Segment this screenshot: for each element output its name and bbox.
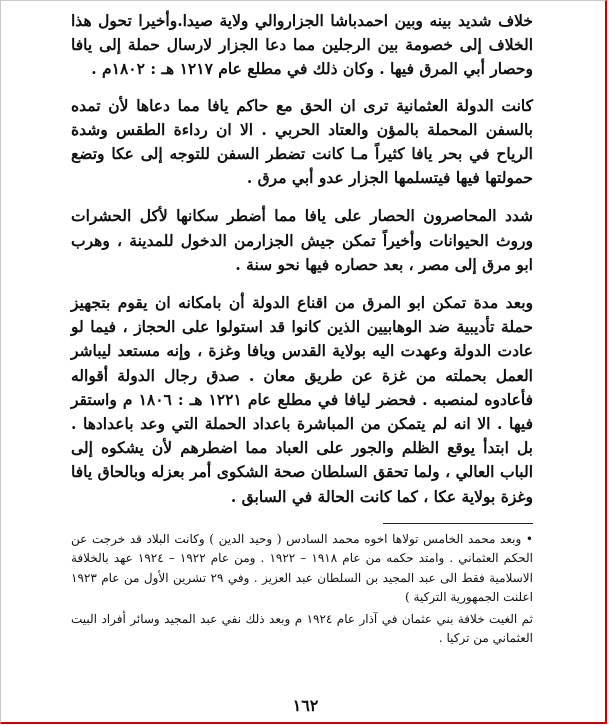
footnote-separator	[383, 523, 533, 524]
paragraph-3: شدد المحاصرون الحصار على يافا مما أضطر سكانها لأكل الحشرات وروث الحيوانات وأخيراً تمكن جيش الجزارمن الدخول للمدينة ، وهرب ابو مرق إلى مصر ، بعد حصاره فيها نحو سنة .	[71, 206, 533, 274]
paragraph-4: وبعد مدة تمكن ابو المرق من اقناع الدولة أن بامكانه ان يقوم بتجهيز حملة تأديبية ضد الوهابيين الذين كانوا قد استولوا على الحجاز ، فيما لو عادت الدولة وعهدت اليه بولاية القدس ويافا وغزة ، وإنه مستعد ليباشر العمل بحملته من غزة عن طريق معان . صدق رجال الدولة أقواله فأعادوه لمنصبه . فحضر ليافا في مطلع عام ١٢٢١ هـ : ١٨٠٦ م واستقر فيها . الا انه لم يتمكن من المباشرة باعداد الحملة التي وعد باعدادها . بل ابتدأ يوقع الظلم والجور على العباد مما اضطرهم لأن يشكوه إلى الباب العالي ، ولما تحقق السلطان صحة الشكوى أمر بعزله وبالحاق يافا وغزة بولاية عكا ، كما كانت الحالة في السابق .	[71, 293, 533, 506]
page-content	[71, 9, 533, 651]
footnote-1: • وبعد محمد الخامس تولاها اخوه محمد السادس ( وحيد الدين ) وكانت البلاد قد خرجت عن الحكم العثماني . وامتد حكمه من عام ١٩١٨ – ١٩٢٢ . ومن عام ١٩٢٢ – ١٩٢٤ عهد بالخلافة الاسلامية فقط الى عبد المجيد بن السلطان عبد العزيز . وفي ٢٩ تشرين الأول من عام ١٩٢٣ اعلنت الجمهورية التركية )	[71, 531, 534, 605]
footnote-2: ثم الغيت خلافة بني عثمان في آذار عام ١٩٢٤ م وبعد ذلك نفي عبد المجيد وسائر أفراد البيت العثماني من تركيا .	[71, 611, 533, 646]
page-number: ١٦٢	[292, 696, 319, 715]
paragraph-1: خلاف شديد بينه وبين احمدباشا الجزاروالي ولاية صيدا.وأخيرا تحول هذا الخلاف إلى خصومة بين الرجلين مما دعا الجزار لارسال حملة إلى يافا وحصار أبي المرق فيها . وكان ذلك في مطلع عام ١٢١٧ هـ : ١٨٠٢م .	[71, 11, 533, 79]
paragraph-2: كانت الدولة العثمانية ترى ان الحق مع حاكم يافا مما دعاها لأن تمده بالسفن المحملة بالمؤن والعتاد الحربي . الا ان رداءة الطقس وشدة الرياح في بحر يافا كثيراً مـا كانت تضطر السفن للتوجه إلى عكا وتضع حمولتها فيها فيتسلمها الجزار عدو أبي مرق .	[71, 95, 533, 188]
